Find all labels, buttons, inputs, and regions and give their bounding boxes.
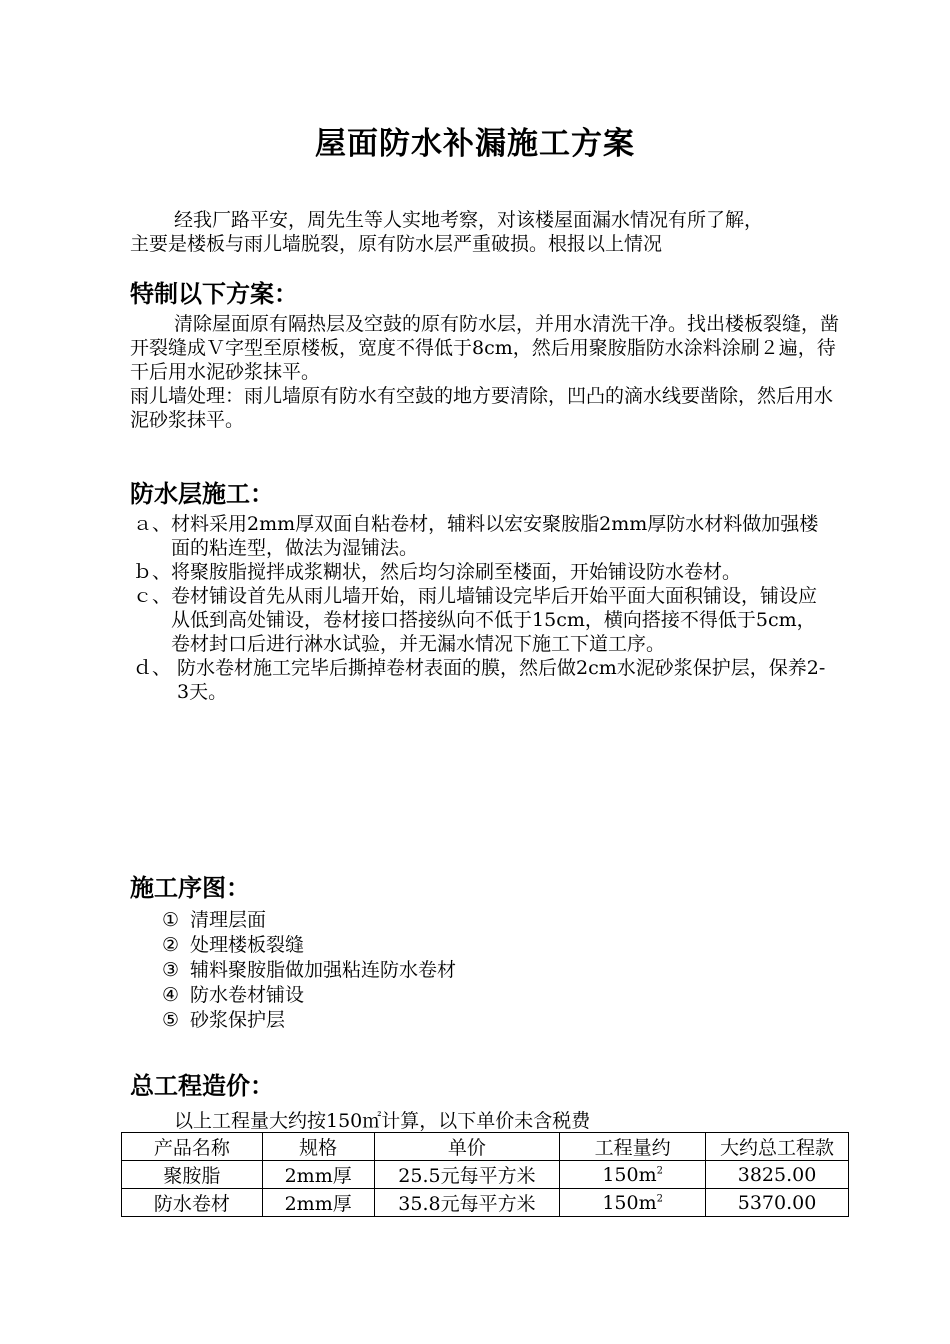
header-spec: 规格	[262, 1133, 374, 1161]
step-number: ⑤	[162, 1009, 180, 1031]
list-text: 卷材铺设首先从雨儿墙开始，雨儿墙铺设完毕后开始平面大面积铺设，铺设应从低到高处铺设，卷材接口搭接纵向不低于15cm，横向搭接不得低于5cm，卷材封口后进行淋水试验，并无漏水情况下施工下道工序。	[171, 585, 818, 655]
cell-spec: 2mm厚	[262, 1189, 374, 1217]
header-product: 产品名称	[122, 1133, 263, 1161]
cell-total: 3825.00	[706, 1161, 849, 1189]
step-text: 处理楼板裂缝	[190, 934, 305, 956]
intro-line-1: 经我厂路平安，周先生等人实地考察，对该楼屋面漏水情况有所了解，	[174, 209, 764, 231]
list-item	[162, 908, 456, 933]
list-item	[133, 560, 833, 584]
step-text: 防水卷材铺设	[190, 984, 305, 1006]
table-header-row	[122, 1133, 849, 1161]
list-marker: ａ、	[133, 513, 172, 535]
section-plan-body	[130, 312, 850, 432]
step-number: ③	[162, 959, 180, 981]
section-waterproof-heading: 防水层施工：	[130, 480, 274, 508]
header-quantity: 工程量约	[560, 1133, 706, 1161]
step-number: ①	[162, 909, 180, 931]
cell-spec: 2mm厚	[262, 1161, 374, 1189]
list-marker: ｄ、	[133, 657, 178, 679]
list-text: 防水卷材施工完毕后撕掉卷材表面的膜，然后做2cm水泥砂浆保护层，保养2-3天。	[177, 657, 826, 703]
cell-unit-price: 35.8元每平方米	[374, 1189, 560, 1217]
cell-product: 防水卷材	[122, 1189, 263, 1217]
table-row	[122, 1189, 849, 1217]
list-item	[162, 958, 456, 983]
quantity-value: 150m	[602, 1163, 657, 1186]
list-item	[162, 983, 456, 1008]
section-cost-heading: 总工程造价：	[130, 1072, 274, 1100]
list-marker: ｃ、	[133, 585, 172, 607]
intro-line-2: 主要是楼板与雨儿墙脱裂，原有防水层严重破损。根报以上情况	[130, 233, 663, 255]
quantity-superscript: 2	[656, 1193, 664, 1205]
plan-paragraph-2: 雨儿墙处理：雨儿墙原有防水有空鼓的地方要清除，凹凸的滴水线要凿除，然后用水泥砂浆抹平。	[130, 385, 834, 431]
header-total: 大约总工程款	[706, 1133, 849, 1161]
list-item	[162, 1008, 456, 1033]
list-marker: ｂ、	[133, 561, 172, 583]
list-item	[133, 512, 833, 560]
section-sequence-heading: 施工序图：	[130, 874, 250, 902]
cell-quantity	[560, 1161, 706, 1189]
cell-unit-price: 25.5元每平方米	[374, 1161, 560, 1189]
price-table	[121, 1132, 849, 1217]
list-text: 材料采用2mm厚双面自粘卷材，辅料以宏安聚胺脂2mm厚防水材料做加强楼面的粘连型，做法为湿铺法。	[171, 513, 819, 559]
plan-paragraph-1: 清除屋面原有隔热层及空鼓的原有防水层，并用水清洗干净。找出楼板裂缝，凿开裂缝成Ｖ字型至原楼板，宽度不得低于8cm，然后用聚胺脂防水涂料涂刷２遍，待干后用水泥砂浆抹平。	[130, 313, 840, 383]
step-text: 清理层面	[190, 909, 267, 931]
cell-quantity	[560, 1189, 706, 1217]
header-unit-price: 单价	[374, 1133, 560, 1161]
section-plan-heading: 特制以下方案：	[130, 280, 298, 308]
list-item	[133, 656, 833, 704]
step-text: 砂浆保护层	[190, 1009, 286, 1031]
document-title: 屋面防水补漏施工方案	[315, 126, 635, 162]
list-item	[162, 933, 456, 958]
intro-paragraph	[130, 208, 850, 256]
quantity-value: 150m	[602, 1191, 657, 1214]
waterproof-list	[133, 512, 833, 704]
table-row	[122, 1161, 849, 1189]
list-text: 将聚胺脂搅拌成浆糊状，然后均匀涂刷至楼面，开始铺设防水卷材。	[171, 561, 742, 583]
quantity-superscript: 2	[656, 1165, 664, 1177]
list-item	[133, 584, 833, 656]
step-text: 辅料聚胺脂做加强粘连防水卷材	[190, 959, 457, 981]
cell-product: 聚胺脂	[122, 1161, 263, 1189]
cell-total: 5370.00	[706, 1189, 849, 1217]
step-number: ②	[162, 934, 180, 956]
cost-note: 以上工程量大约按150㎡计算，以下单价未含税费	[174, 1110, 591, 1132]
step-number: ④	[162, 984, 180, 1006]
sequence-steps	[162, 908, 456, 1033]
